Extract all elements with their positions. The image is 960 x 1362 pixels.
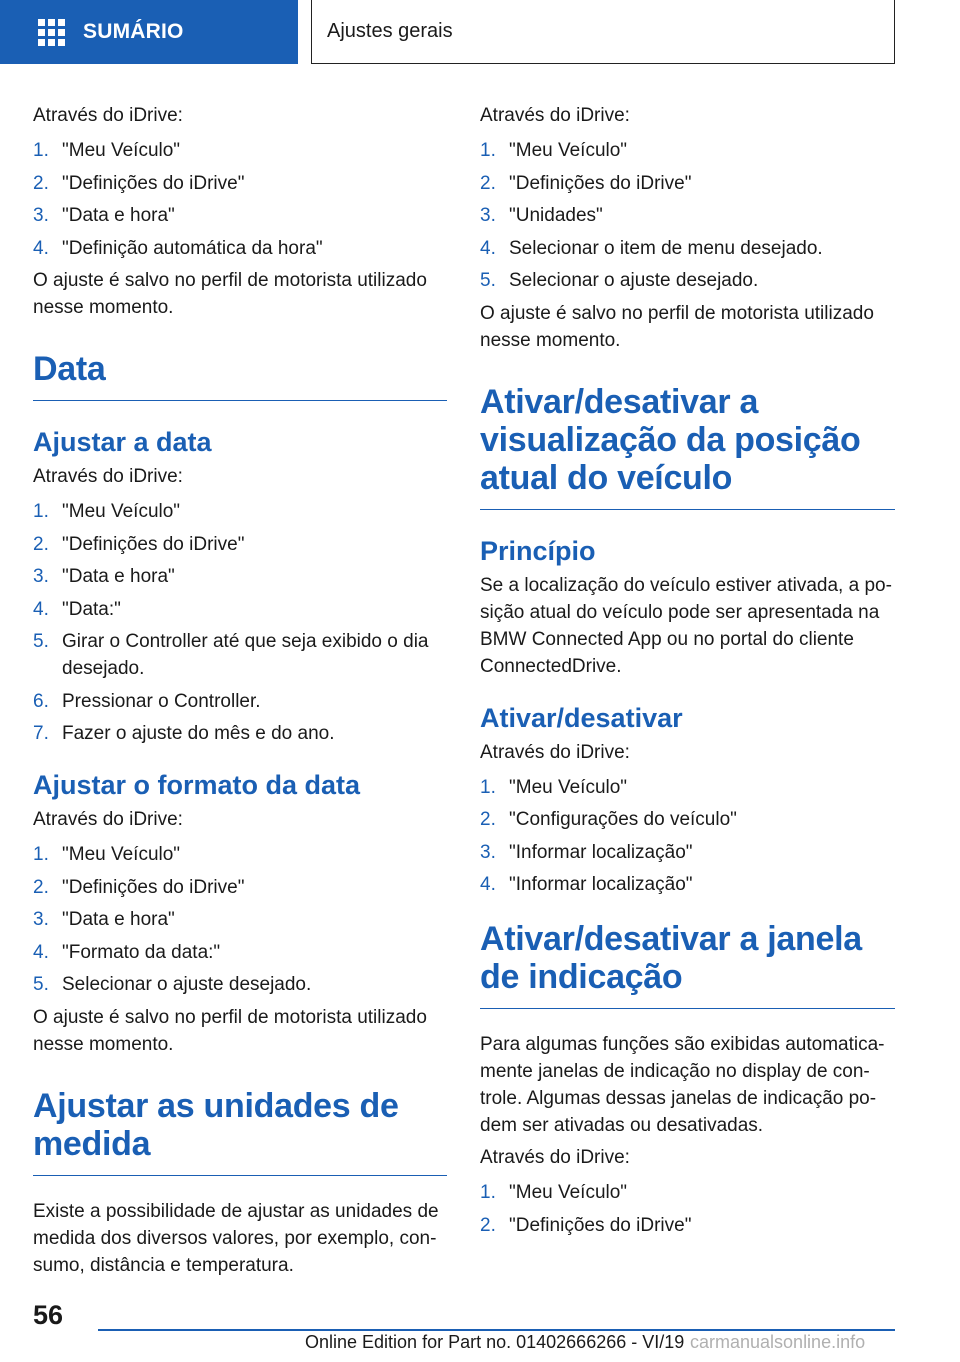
step-list xyxy=(33,137,447,262)
list-item: 4. "Definição automática da hora" xyxy=(33,237,323,259)
subheading-ajustar-data: Ajustar a data xyxy=(33,427,212,457)
list-item: 4. "Formato da data:" xyxy=(33,941,221,963)
section-heading-janela: Ativar/desativar a janela de indicação xyxy=(480,920,895,1009)
intro-text: Através do iDrive: xyxy=(480,105,630,126)
grid-icon xyxy=(38,19,65,46)
intro-text: Através do iDrive: xyxy=(33,466,183,487)
body-text: Existe a possibilidade de ajustar as unidades de medida dos diversos valores, por exemplo, con-sumo, distância e temperatura. xyxy=(33,1200,439,1276)
list-item: 3. "Informar localização" xyxy=(480,841,693,863)
nav-label: SUMÁRIO xyxy=(83,20,184,43)
list-item: 4. "Informar localização" xyxy=(480,874,693,895)
list-item: 3. "Data e hora" xyxy=(33,566,175,587)
list-item: 3. "Unidades" xyxy=(480,205,603,226)
list-item: 1. "Meu Veículo" xyxy=(33,501,181,522)
edition-text: Online Edition for Part no. 01402666266 - VI/19 xyxy=(305,1332,685,1352)
list-item: 5. Selecionar o ajuste desejado. xyxy=(33,974,312,995)
right-column xyxy=(480,102,895,1244)
list-item: 5. Selecionar o ajuste desejado. xyxy=(480,270,759,291)
table-of-contents-button[interactable] xyxy=(0,0,298,64)
list-item: 3. "Data e hora" xyxy=(33,909,175,930)
list-item: 1. "Meu Veículo" xyxy=(480,140,628,161)
page-number: 56 xyxy=(33,1300,64,1330)
note-text: O ajuste é salvo no perfil de motorista utilizado nesse momento. xyxy=(33,270,427,318)
intro-text: Através do iDrive: xyxy=(33,105,183,126)
intro-text: Através do iDrive: xyxy=(33,809,183,830)
list-item: 1. "Meu Veículo" xyxy=(480,1182,628,1203)
body-text: Para algumas funções são exibidas automatica-mente janelas de indicação no display de con-trole. Algumas dessas janelas de indicação po-dem ser ativadas ou desativadas. xyxy=(480,1034,885,1136)
note-text: O ajuste é salvo no perfil de motorista utilizado nesse momento. xyxy=(480,302,874,351)
intro-text: Através do iDrive: xyxy=(480,741,630,763)
list-item: 4. "Data:" xyxy=(33,598,121,620)
list-item: 2. "Definições do iDrive" xyxy=(33,876,245,898)
list-item: 2. "Definições do iDrive" xyxy=(33,533,245,555)
step-list xyxy=(480,774,895,899)
list-item: 5. Girar o Controller até que seja exibido o dia desejado. xyxy=(33,631,429,679)
list-item: 3. "Data e hora" xyxy=(33,205,175,226)
step-list xyxy=(33,498,447,747)
chapter-title: Ajustes gerais xyxy=(311,0,895,64)
step-list xyxy=(480,137,895,294)
subheading-principio: Princípio xyxy=(480,535,596,566)
step-list xyxy=(480,1179,895,1239)
list-item: 7. Fazer o ajuste do mês e do ano. xyxy=(33,723,335,744)
list-item: 2. "Definições do iDrive" xyxy=(480,172,692,194)
left-column xyxy=(33,102,447,1279)
section-heading-posicao: Ativar/desativar a visualização da posição atual do veículo xyxy=(480,383,895,510)
list-item: 1. "Meu Veículo" xyxy=(480,776,628,798)
list-item: 2. "Definições do iDrive" xyxy=(480,1214,692,1236)
step-list xyxy=(33,841,447,998)
subheading-formato-data: Ajustar o formato da data xyxy=(33,770,361,800)
section-heading-data: Data xyxy=(33,350,447,401)
note-text: O ajuste é salvo no perfil de motorista utilizado nesse momento. xyxy=(33,1006,427,1055)
list-item: 2. "Configurações do veículo" xyxy=(480,809,737,830)
list-item: 6. Pressionar o Controller. xyxy=(33,690,261,712)
footer-divider xyxy=(98,1329,895,1331)
subheading-ativar: Ativar/desativar xyxy=(480,702,683,733)
list-item: 2. "Definições do iDrive" xyxy=(33,172,245,194)
list-item: 1. "Meu Veículo" xyxy=(33,844,181,865)
body-text: Se a localização do veículo estiver ativada, a po-sição atual do veículo pode ser apresentada na BMW Connected App ou no portal do cliente ConnectedDrive. xyxy=(480,574,892,677)
list-item: 4. Selecionar o item de menu desejado. xyxy=(480,237,823,259)
section-heading-unidades: Ajustar as unidades de medida xyxy=(33,1087,447,1176)
intro-text: Através do iDrive: xyxy=(480,1147,630,1168)
watermark-text: carmanualsonline.info xyxy=(690,1332,866,1352)
list-item: 1. "Meu Veículo" xyxy=(33,140,181,161)
